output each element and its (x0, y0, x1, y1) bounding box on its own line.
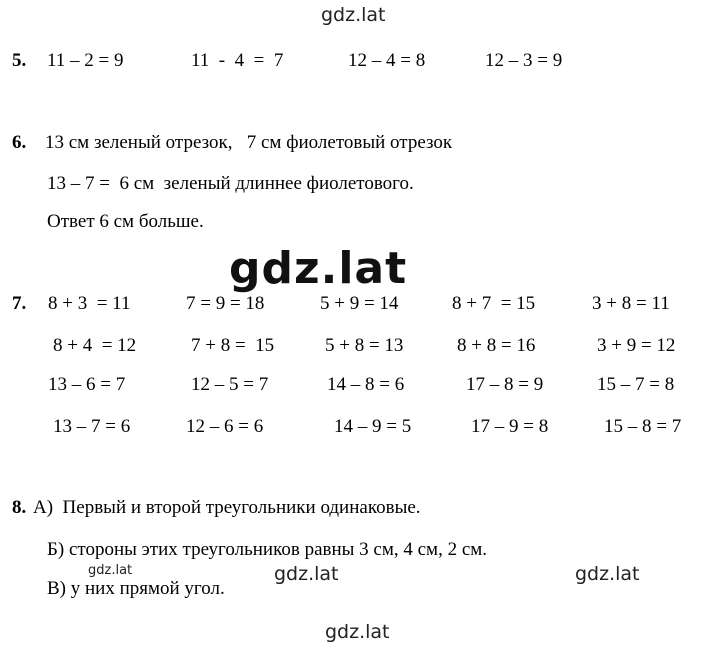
task7-r2-c1: 8 + 4 = 12 (53, 335, 137, 356)
task7-r1-c3: 5 + 9 = 14 (320, 293, 399, 314)
task7-r3-c5: 15 – 7 = 8 (597, 374, 675, 395)
task8-line-a: А) Первый и второй треугольники одинаковые. (33, 497, 421, 518)
watermark-bottom: gdz.lat (325, 621, 390, 643)
task7-r4-c2: 12 – 6 = 6 (186, 416, 264, 437)
task5-item-2: 11 - 4 = 7 (191, 50, 284, 71)
task7-r3-c4: 17 – 8 = 9 (466, 374, 544, 395)
task7-r1-c1: 8 + 3 = 11 (48, 293, 131, 314)
task7-r1-c2: 7 = 9 = 18 (186, 293, 265, 314)
task7-r1-c4: 8 + 7 = 15 (452, 293, 536, 314)
task7-r2-c3: 5 + 8 = 13 (325, 335, 404, 356)
watermark-top: gdz.lat (321, 4, 386, 26)
task7-r1-c5: 3 + 8 = 11 (592, 293, 670, 314)
task7-r4-c1: 13 – 7 = 6 (53, 416, 131, 437)
task7-r4-c5: 15 – 8 = 7 (604, 416, 682, 437)
task8-line-b: Б) стороны этих треугольников равны 3 см, 4 см, 2 см. (47, 539, 488, 560)
task8-line-c: В) у них прямой угол. (47, 578, 225, 599)
task8-number: 8. (12, 497, 27, 518)
task5-item-3: 12 – 4 = 8 (348, 50, 426, 71)
task5-item-1: 11 – 2 = 9 (47, 50, 124, 71)
task7-r2-c4: 8 + 8 = 16 (457, 335, 536, 356)
task7-r4-c3: 14 – 9 = 5 (334, 416, 412, 437)
task7-r3-c2: 12 – 5 = 7 (191, 374, 269, 395)
task6-line-2: 13 – 7 = 6 см зеленый длиннее фиолетового. (47, 173, 414, 194)
task7-number: 7. (12, 293, 27, 314)
watermark-small: gdz.lat (88, 563, 133, 578)
task6-answer: Ответ 6 см больше. (47, 211, 204, 232)
task7-r2-c5: 3 + 9 = 12 (597, 335, 676, 356)
task5-item-4: 12 – 3 = 9 (485, 50, 563, 71)
task7-r4-c4: 17 – 9 = 8 (471, 416, 549, 437)
watermark-middle: gdz.lat (229, 243, 408, 294)
task7-r3-c3: 14 – 8 = 6 (327, 374, 405, 395)
task6-line-1: 13 см зеленый отрезок, 7 см фиолетовый отрезок (45, 132, 453, 153)
task7-r2-c2: 7 + 8 = 15 (191, 335, 275, 356)
task5-number: 5. (12, 50, 27, 71)
watermark-row-right: gdz.lat (575, 563, 640, 585)
task7-r3-c1: 13 – 6 = 7 (48, 374, 126, 395)
watermark-row-left: gdz.lat (274, 563, 339, 585)
task6-number: 6. (12, 132, 27, 153)
